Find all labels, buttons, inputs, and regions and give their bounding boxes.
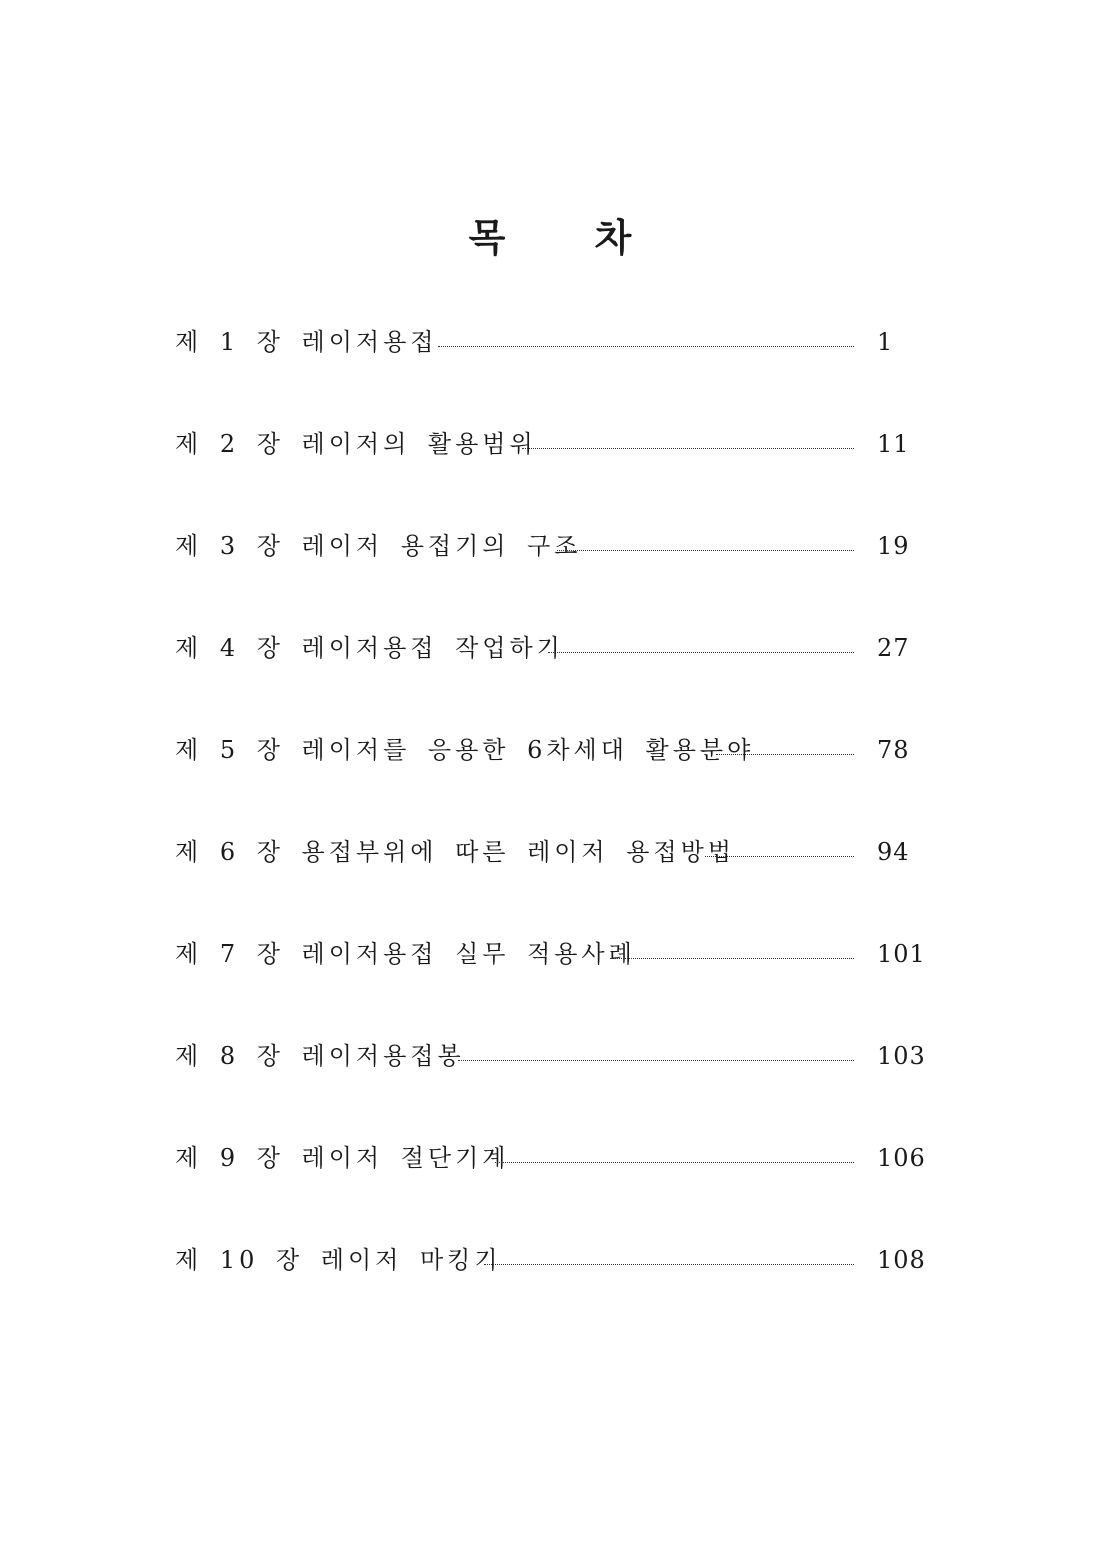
toc-page-number: 11 bbox=[877, 430, 910, 458]
toc-dot-leader bbox=[438, 346, 854, 347]
toc-entry-1[interactable] bbox=[0, 320, 1100, 364]
toc-entry-6[interactable] bbox=[0, 830, 1100, 874]
toc-dot-leader bbox=[610, 958, 854, 959]
toc-entry-label: 제 7 장 레이저용접 실무 적용사례 bbox=[175, 940, 636, 968]
toc-dot-leader bbox=[557, 550, 854, 551]
toc-entry-2[interactable] bbox=[0, 422, 1100, 466]
toc-entry-label: 제 8 장 레이저용접봉 bbox=[175, 1042, 465, 1070]
toc-dot-leader bbox=[548, 652, 854, 653]
toc-page-number: 1 bbox=[877, 328, 894, 356]
toc-entry-5[interactable] bbox=[0, 728, 1100, 772]
toc-entry-label: 제 3 장 레이저 용접기의 구조 bbox=[175, 532, 582, 560]
toc-dot-leader bbox=[495, 1162, 854, 1163]
toc-page-number: 27 bbox=[877, 634, 910, 662]
toc-entry-3[interactable] bbox=[0, 524, 1100, 568]
toc-dot-leader bbox=[705, 856, 854, 857]
toc-entry-9[interactable] bbox=[0, 1136, 1100, 1180]
toc-dot-leader bbox=[522, 448, 854, 449]
toc-dot-leader bbox=[484, 1264, 854, 1265]
toc-entry-4[interactable] bbox=[0, 626, 1100, 670]
toc-entry-label: 제 2 장 레이저의 활용범위 bbox=[175, 430, 537, 458]
toc-dot-leader bbox=[716, 754, 854, 755]
toc-page-number: 94 bbox=[877, 838, 910, 866]
toc-page-number: 108 bbox=[877, 1246, 926, 1274]
toc-entry-label: 제 6 장 용접부위에 따른 레이저 용접방법 bbox=[175, 838, 735, 866]
toc-entry-label: 제 9 장 레이저 절단기계 bbox=[175, 1144, 510, 1172]
toc-entry-10[interactable] bbox=[0, 1238, 1100, 1282]
toc-entry-label: 제 4 장 레이저용접 작업하기 bbox=[175, 634, 564, 662]
toc-page-number: 78 bbox=[877, 736, 910, 764]
toc-dot-leader bbox=[458, 1060, 854, 1061]
page-title: 목 차 bbox=[468, 215, 670, 260]
toc-page-number: 101 bbox=[877, 940, 926, 968]
toc-entry-label: 제 10 장 레이저 마킹기 bbox=[175, 1246, 502, 1274]
toc-entry-label: 제 5 장 레이저를 응용한 6차세대 활용분야 bbox=[175, 736, 755, 764]
toc-page-number: 106 bbox=[877, 1144, 926, 1172]
toc-page-number: 19 bbox=[877, 532, 910, 560]
toc-entry-8[interactable] bbox=[0, 1034, 1100, 1078]
toc-page-number: 103 bbox=[877, 1042, 926, 1070]
toc-entry-label: 제 1 장 레이저용접 bbox=[175, 328, 438, 356]
toc-entry-7[interactable] bbox=[0, 932, 1100, 976]
